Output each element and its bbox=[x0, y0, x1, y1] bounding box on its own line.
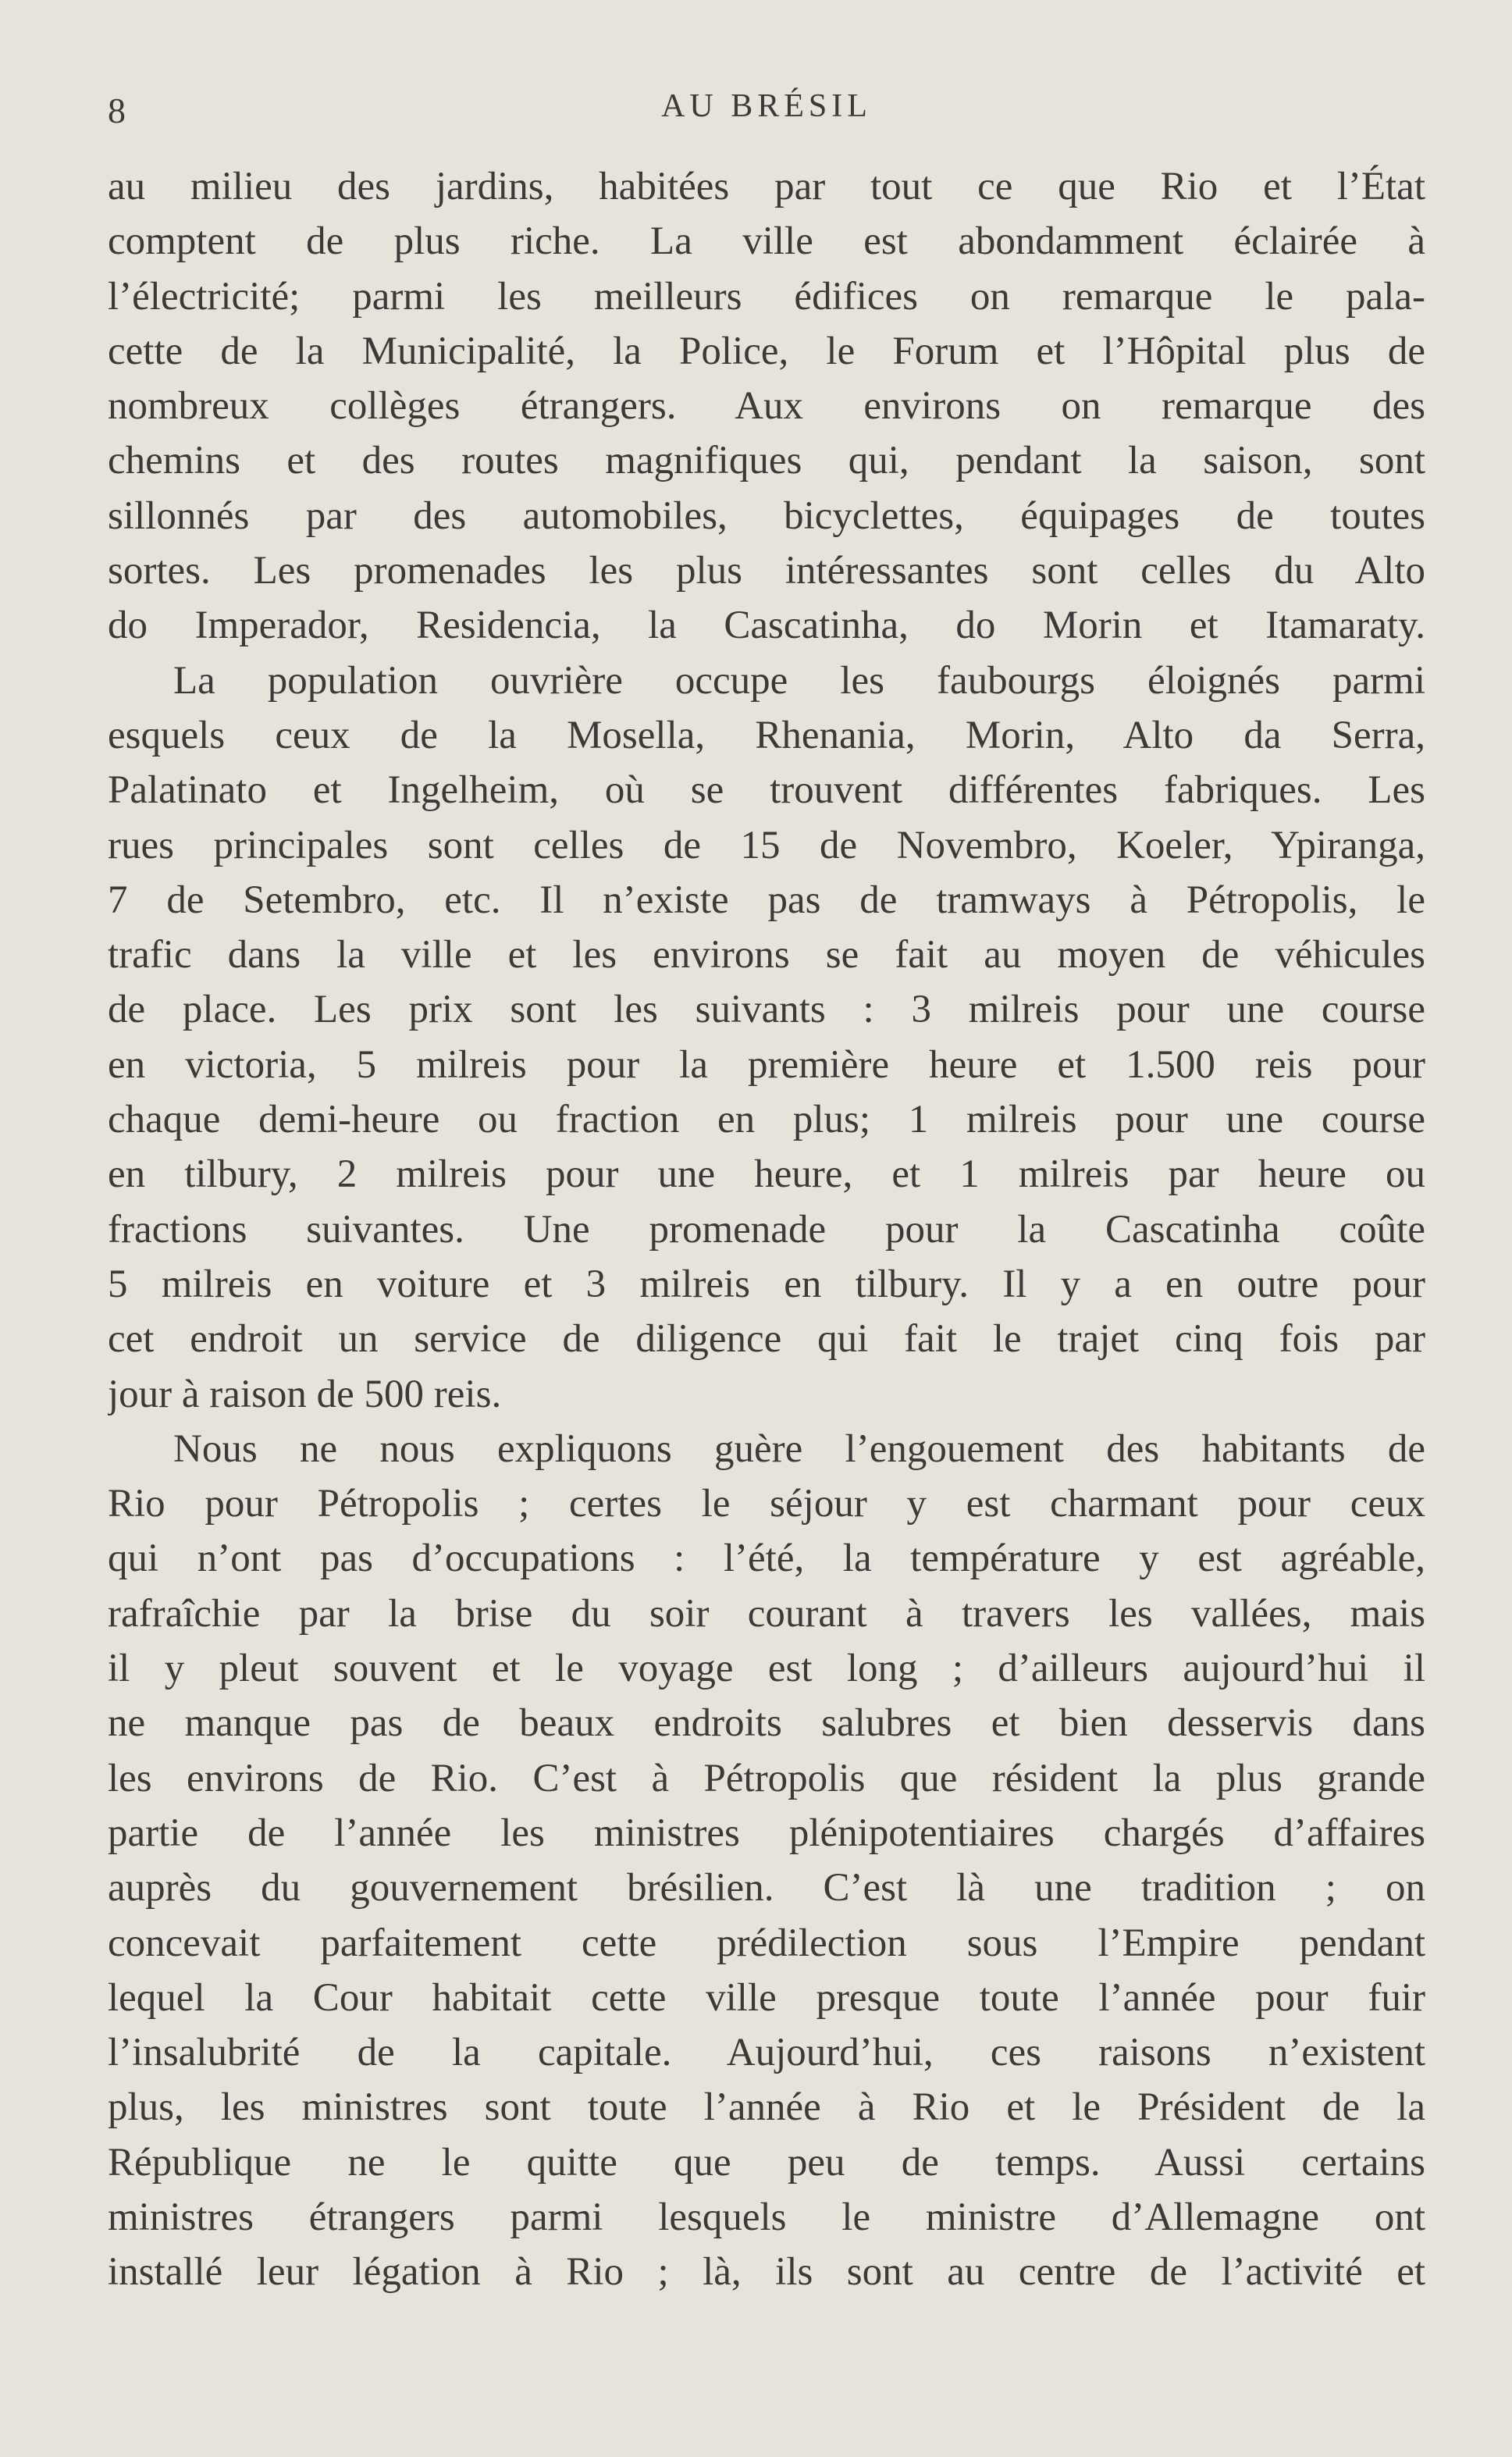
text-line: concevait parfaitement cette prédilection sous l’Empire pendant bbox=[108, 1921, 1425, 1965]
text-line: rues principales sont celles de 15 de Novembro, Koeler, Ypiranga, bbox=[108, 823, 1425, 867]
text-line: plus, les ministres sont toute l’année à Rio et le Président de la bbox=[108, 2085, 1425, 2130]
text-line: chemins et des routes magnifiques qui, pendant la saison, sont bbox=[108, 439, 1425, 483]
text-line: lequel la Cour habitait cette ville presque toute l’année pour fuir bbox=[108, 1975, 1425, 2020]
paragraph-start-line: La population ouvrière occupe les faubourgs éloignés parmi bbox=[173, 658, 1425, 703]
running-title: AU BRÉSIL bbox=[661, 88, 872, 124]
text-line: au milieu des jardins, habitées par tout ce que Rio et l’État bbox=[108, 165, 1425, 208]
text-line: chaque demi-heure ou fraction en plus; 1 milreis pour une course bbox=[108, 1098, 1425, 1142]
text-line: do Imperador, Residencia, la Cascatinha, do Morin et Itamaraty. bbox=[108, 604, 1425, 648]
page-header bbox=[108, 84, 1425, 131]
paragraph-end-line: jour à raison de 500 reis. bbox=[108, 1372, 502, 1416]
text-line: cette de la Municipalité, la Police, le Forum et l’Hôpital plus de bbox=[108, 329, 1425, 373]
text-line: l’électricité; parmi les meilleurs édifices on remarque le pala- bbox=[108, 274, 1425, 319]
text-line: trafic dans la ville et les environs se fait au moyen de véhicules bbox=[108, 933, 1425, 977]
text-line: en victoria, 5 milreis pour la première heure et 1.500 reis pour bbox=[108, 1042, 1425, 1087]
text-line: ministres étrangers parmi lesquels le ministre d’Allemagne ont bbox=[108, 2195, 1425, 2239]
text-line: esquels ceux de la Mosella, Rhenania, Morin, Alto da Serra, bbox=[108, 713, 1425, 757]
paragraph-start-line: Nous ne nous expliquons guère l’engouement des habitants de bbox=[173, 1426, 1425, 1471]
text-line: fractions suivantes. Une promenade pour la Cascatinha coûte bbox=[108, 1207, 1425, 1252]
text-line: auprès du gouvernement brésilien. C’est là une tradition ; on bbox=[108, 1866, 1425, 1910]
text-line: partie de l’année les ministres plénipotentiaires chargés d’affaires bbox=[108, 1811, 1425, 1855]
text-line: l’insalubrité de la capitale. Aujourd’hui, ces raisons n’existent bbox=[108, 2031, 1425, 2075]
text-line: Rio pour Pétropolis ; certes le séjour y est charmant pour ceux bbox=[108, 1482, 1425, 1526]
text-line: cet endroit un service de diligence qui fait le trajet cinq fois par bbox=[108, 1317, 1425, 1362]
text-line: ne manque pas de beaux endroits salubres et bien desservis dans bbox=[108, 1701, 1425, 1746]
text-line: en tilbury, 2 milreis pour une heure, et 1 milreis par heure ou bbox=[108, 1152, 1425, 1197]
text-line: installé leur légation à Rio ; là, ils sont au centre de l’activité et bbox=[108, 2250, 1425, 2295]
text-line: nombreux collèges étrangers. Aux environs on remarque des bbox=[108, 384, 1425, 429]
text-line: Palatinato et Ingelheim, où se trouvent différentes fabriques. Les bbox=[108, 768, 1425, 813]
text-line: rafraîchie par la brise du soir courant à travers les vallées, mais bbox=[108, 1591, 1425, 1636]
text-line: République ne le quitte que peu de temps. Aussi certains bbox=[108, 2140, 1425, 2185]
text-line: 7 de Setembro, etc. Il n’existe pas de tramways à Pétropolis, le bbox=[108, 878, 1425, 922]
text-line: les environs de Rio. C’est à Pétropolis que résident la plus grande bbox=[108, 1756, 1425, 1800]
text-line: comptent de plus riche. La ville est abondamment éclairée à bbox=[108, 219, 1425, 264]
page-number: 8 bbox=[108, 91, 126, 130]
text-line: sortes. Les promenades les plus intéressantes sont celles du Alto bbox=[108, 549, 1425, 593]
body-text bbox=[108, 159, 1425, 2300]
text-line: il y pleut souvent et le voyage est long ; d’ailleurs aujourd’hui il bbox=[108, 1647, 1425, 1691]
text-line: 5 milreis en voiture et 3 milreis en tilbury. Il y a en outre pour bbox=[108, 1262, 1425, 1306]
text-line: de place. Les prix sont les suivants : 3 milreis pour une course bbox=[108, 988, 1425, 1032]
text-line: qui n’ont pas d’occupations : l’été, la température y est agréable, bbox=[108, 1537, 1425, 1581]
text-line: sillonnés par des automobiles, bicyclettes, équipages de toutes bbox=[108, 493, 1425, 538]
